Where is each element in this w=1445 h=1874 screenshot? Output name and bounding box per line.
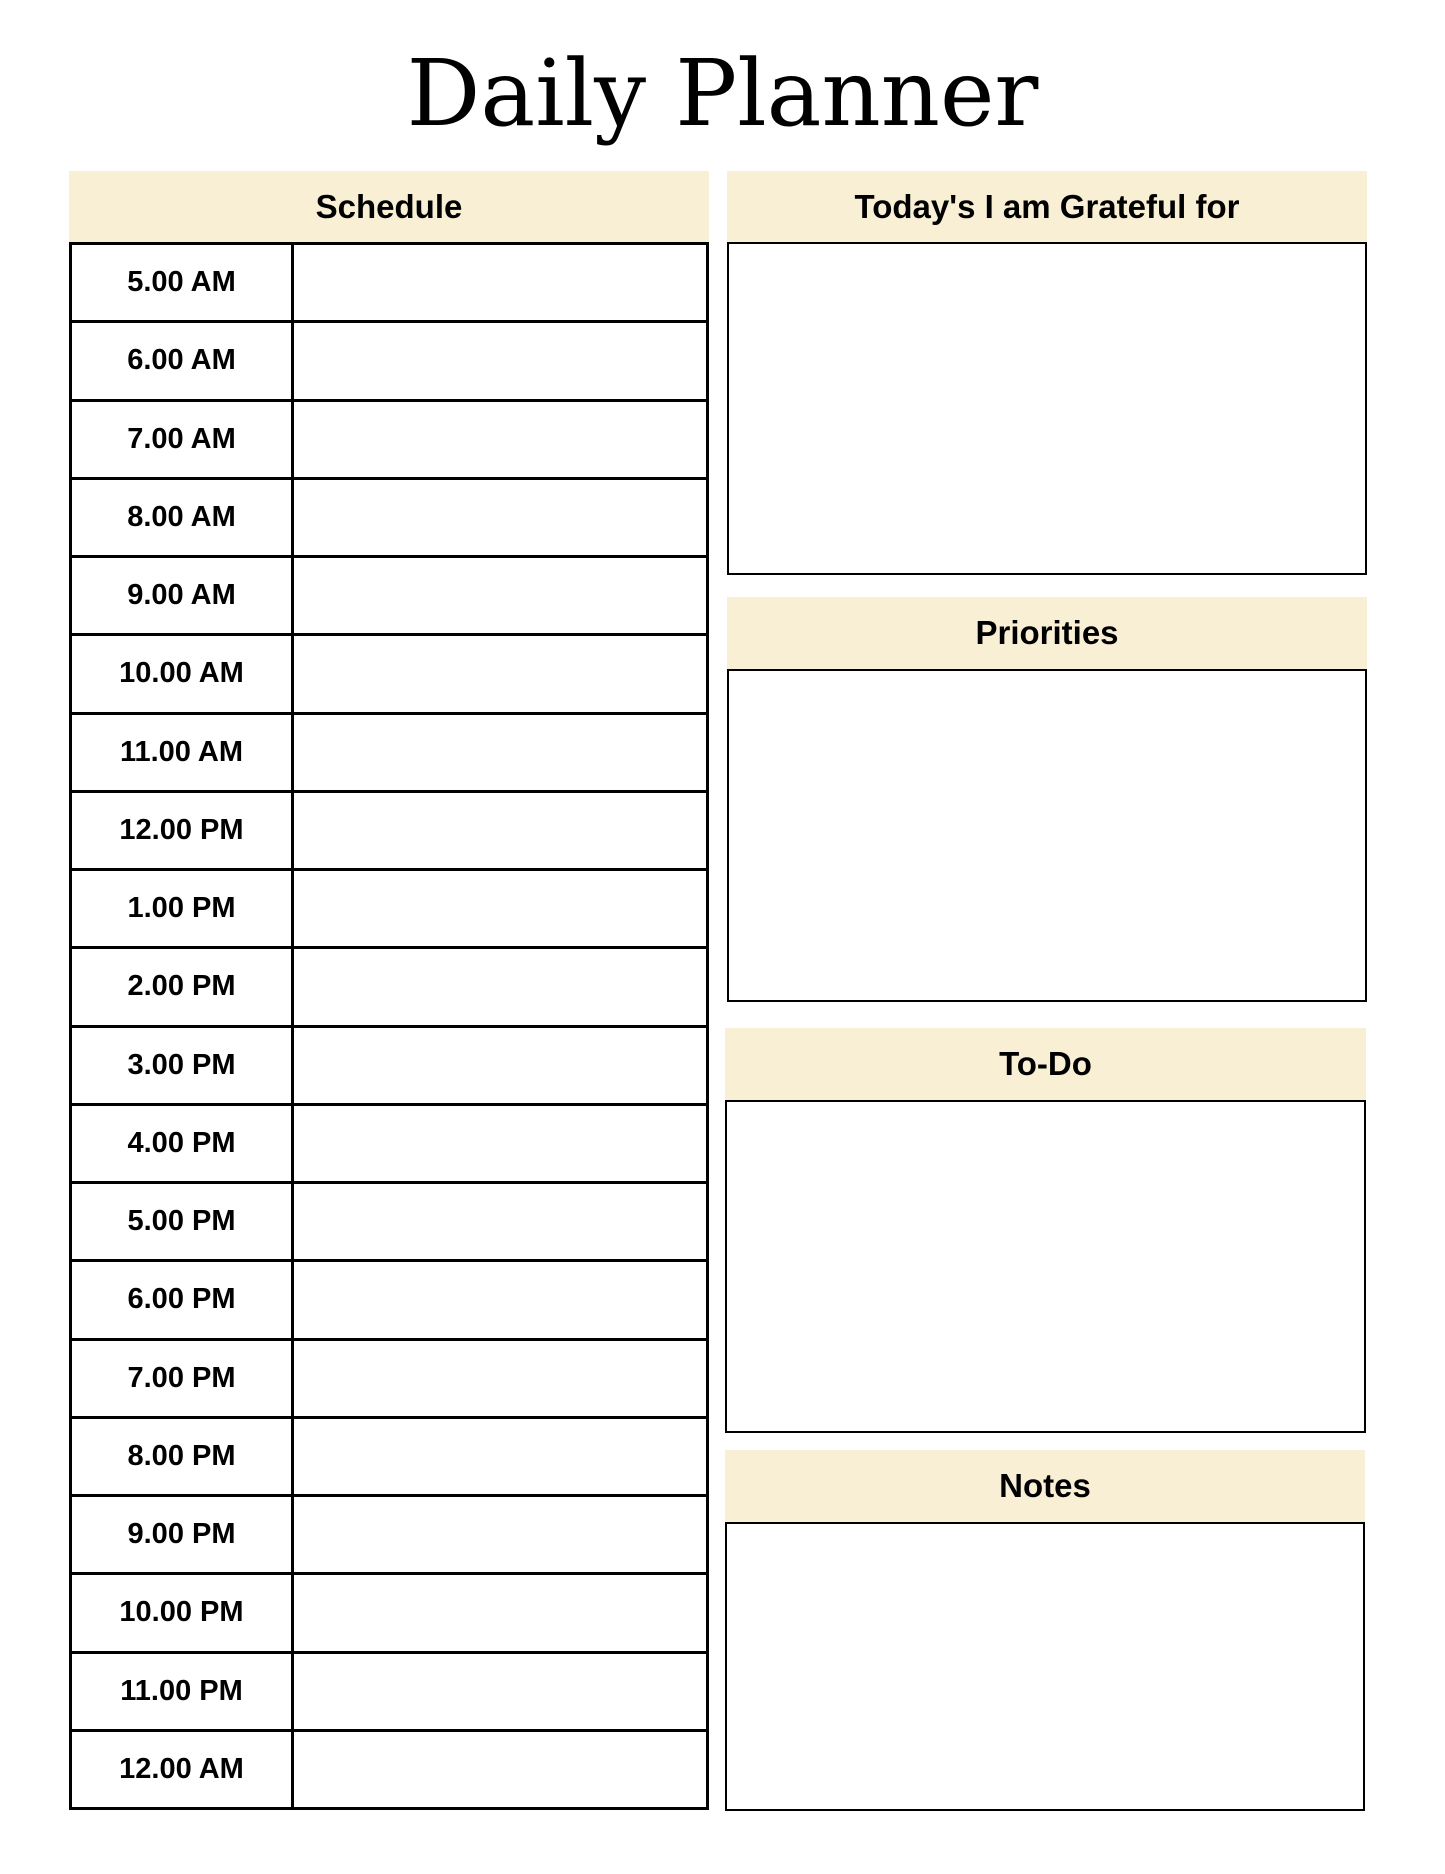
schedule-row — [71, 557, 708, 635]
schedule-entry[interactable] — [293, 635, 708, 713]
notes-header — [725, 1450, 1365, 1522]
schedule-entry[interactable] — [293, 1183, 708, 1261]
priorities-header — [727, 597, 1367, 669]
notes-box[interactable] — [725, 1522, 1365, 1811]
schedule-row — [71, 1026, 708, 1104]
schedule-time: 11.00 AM — [71, 713, 293, 791]
schedule-time: 12.00 AM — [71, 1730, 293, 1808]
schedule-row — [71, 1261, 708, 1339]
schedule-time: 10.00 AM — [71, 635, 293, 713]
schedule-row — [71, 791, 708, 869]
schedule-row — [71, 1417, 708, 1495]
schedule-entry[interactable] — [293, 1652, 708, 1730]
schedule-entry[interactable] — [293, 322, 708, 400]
schedule-row — [71, 1574, 708, 1652]
priorities-box[interactable] — [727, 669, 1367, 1002]
schedule-time: 8.00 PM — [71, 1417, 293, 1495]
schedule-time: 7.00 PM — [71, 1339, 293, 1417]
schedule-time: 6.00 PM — [71, 1261, 293, 1339]
schedule-row — [71, 400, 708, 478]
schedule-time: 10.00 PM — [71, 1574, 293, 1652]
schedule-entry[interactable] — [293, 1026, 708, 1104]
schedule-time: 5.00 AM — [71, 244, 293, 322]
schedule-row — [71, 1652, 708, 1730]
schedule-time: 7.00 AM — [71, 400, 293, 478]
schedule-table — [69, 242, 709, 1810]
schedule-heading: Schedule — [315, 187, 463, 225]
schedule-row — [71, 1183, 708, 1261]
schedule-time: 9.00 PM — [71, 1496, 293, 1574]
schedule-row — [71, 635, 708, 713]
todo-box[interactable] — [725, 1100, 1366, 1433]
schedule-row — [71, 1730, 708, 1808]
schedule-time: 8.00 AM — [71, 478, 293, 556]
schedule-row — [71, 948, 708, 1026]
schedule-entry[interactable] — [293, 1730, 708, 1808]
page-title: Daily Planner — [406, 40, 1039, 147]
schedule-entry[interactable] — [293, 478, 708, 556]
schedule-header — [69, 171, 709, 242]
grateful-box[interactable] — [727, 242, 1367, 575]
schedule-entry[interactable] — [293, 1339, 708, 1417]
grateful-header — [727, 171, 1367, 242]
schedule-row — [71, 1496, 708, 1574]
schedule-time: 9.00 AM — [71, 557, 293, 635]
schedule-row — [71, 244, 708, 322]
schedule-row — [71, 870, 708, 948]
schedule-entry[interactable] — [293, 1104, 708, 1182]
schedule-entry[interactable] — [293, 1496, 708, 1574]
schedule-entry[interactable] — [293, 1574, 708, 1652]
todo-heading: To-Do — [999, 1045, 1092, 1082]
schedule-time: 2.00 PM — [71, 948, 293, 1026]
schedule-time: 5.00 PM — [71, 1183, 293, 1261]
schedule-entry[interactable] — [293, 948, 708, 1026]
schedule-entry[interactable] — [293, 1261, 708, 1339]
schedule-time: 11.00 PM — [71, 1652, 293, 1730]
schedule-row — [71, 713, 708, 791]
schedule-time: 3.00 PM — [71, 1026, 293, 1104]
todo-header — [725, 1028, 1366, 1100]
notes-heading: Notes — [999, 1467, 1091, 1504]
schedule-entry[interactable] — [293, 557, 708, 635]
schedule-entry[interactable] — [293, 791, 708, 869]
schedule-time: 6.00 AM — [71, 322, 293, 400]
grateful-heading: Today's I am Grateful for — [854, 187, 1240, 225]
schedule-entry[interactable] — [293, 1417, 708, 1495]
schedule-entry[interactable] — [293, 400, 708, 478]
schedule-entry[interactable] — [293, 244, 708, 322]
schedule-row — [71, 322, 708, 400]
schedule-time: 4.00 PM — [71, 1104, 293, 1182]
schedule-row — [71, 1104, 708, 1182]
schedule-entry[interactable] — [293, 713, 708, 791]
schedule-time: 1.00 PM — [71, 870, 293, 948]
schedule-entry[interactable] — [293, 870, 708, 948]
schedule-row — [71, 478, 708, 556]
schedule-row — [71, 1339, 708, 1417]
schedule-time: 12.00 PM — [71, 791, 293, 869]
priorities-heading: Priorities — [975, 614, 1119, 651]
